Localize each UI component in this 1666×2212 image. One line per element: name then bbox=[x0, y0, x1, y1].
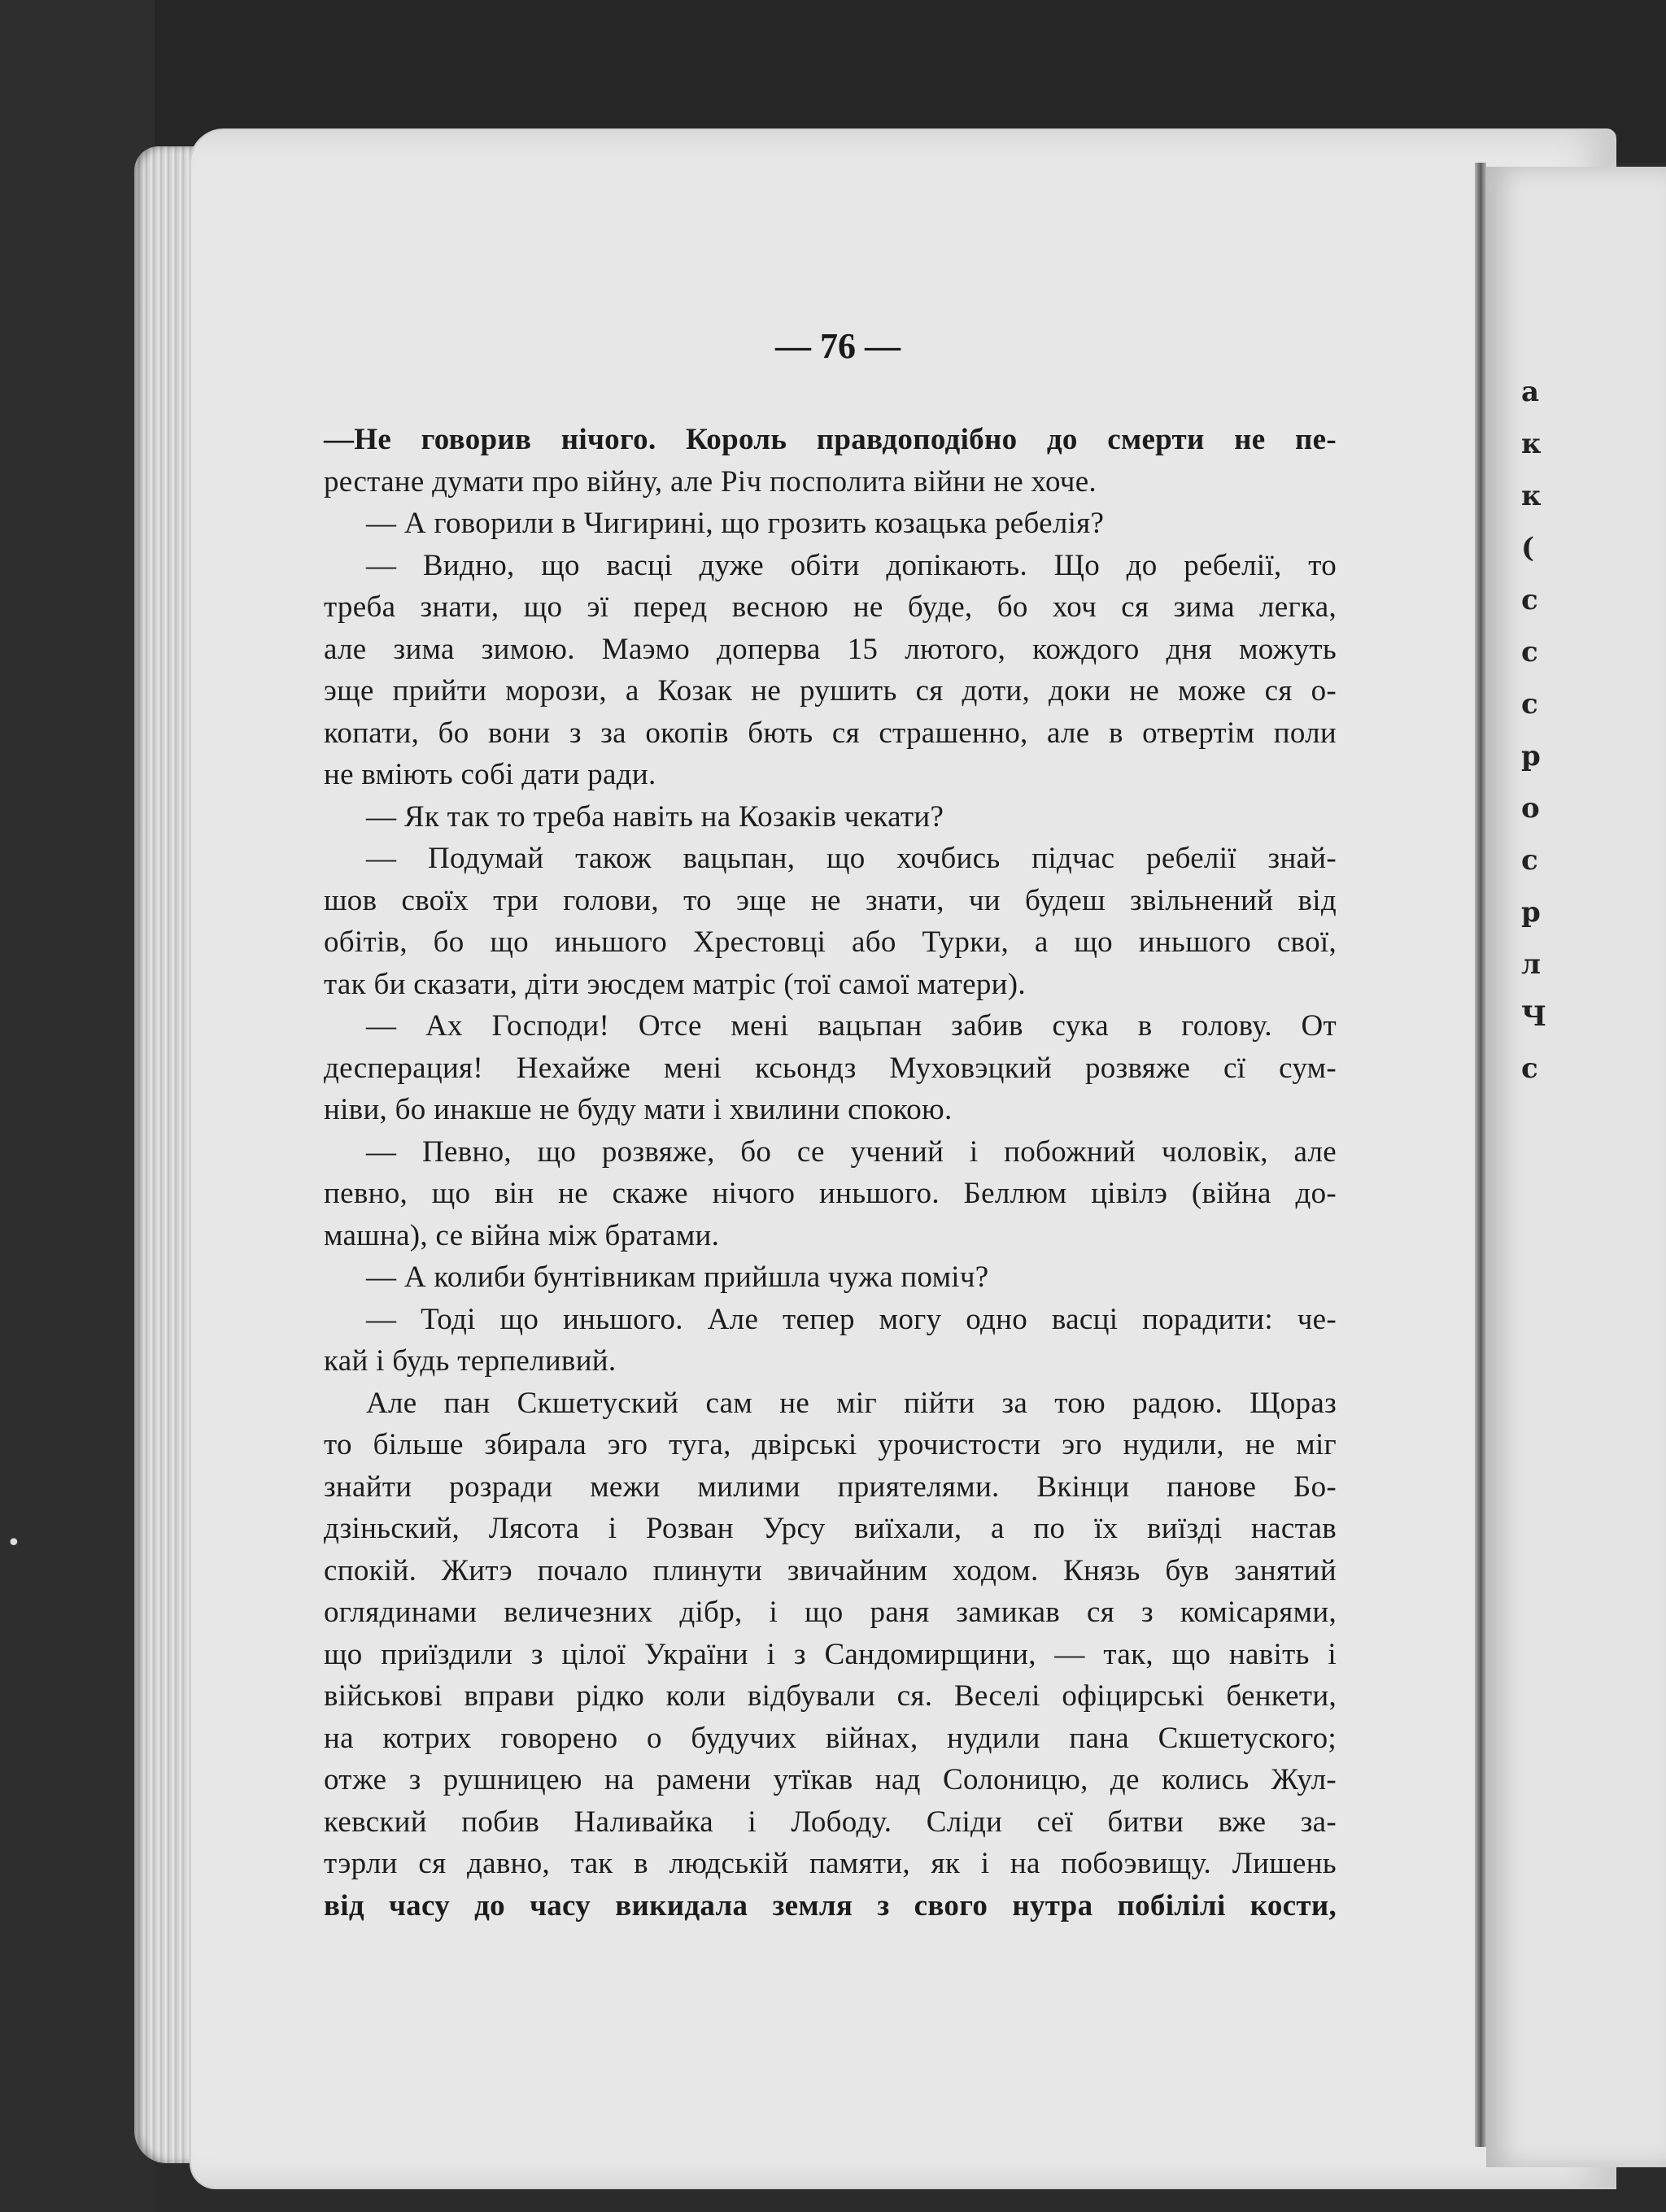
text-line: рестане думати про війну, але Річ посполита війни не хоче. bbox=[324, 464, 1097, 499]
text-line: оглядинами величезних дібр, і що раня замикав ся з комісарями, bbox=[324, 1596, 1337, 1629]
text-line: дзіньский, Лясота і Розван Урсу виїхали, а по їх виїзді настав bbox=[324, 1512, 1337, 1545]
text-line: не вміють собі дати ради. bbox=[324, 758, 656, 791]
backdrop-left bbox=[0, 0, 155, 2212]
book-gutter bbox=[1475, 163, 1486, 2147]
text-line: — Подумай також вацьпан, що хочбись підчас ребелії знай- bbox=[366, 842, 1337, 875]
text-line: так би сказати, діти эюсдем матріс (тої самої матери). bbox=[324, 967, 1026, 1001]
text-line: — Тоді що иньшого. Але тепер могу одно васці порадити: че- bbox=[366, 1302, 1337, 1336]
text-line: що приїздили з цілої України і з Сандомирщини, — так, що навіть і bbox=[324, 1637, 1337, 1671]
scan-speck: • bbox=[7, 1529, 21, 1557]
text-line: машна), се війна між братами. bbox=[324, 1218, 720, 1252]
text-line: від часу до часу викидала земля з свого нутра побілілі кости, bbox=[324, 1888, 1337, 1922]
edge-letter: р bbox=[1521, 740, 1541, 773]
edge-letter: л bbox=[1521, 948, 1541, 981]
right-page-edge-letters bbox=[1521, 366, 1547, 1095]
edge-letter: о bbox=[1521, 792, 1540, 825]
page-number: — 76 — bbox=[775, 326, 901, 366]
edge-letter: с bbox=[1521, 1052, 1538, 1085]
text-line: — А колиби бунтівникам прийшла чужа поміч? bbox=[366, 1261, 989, 1294]
text-line: тэрли ся давно, так в людській памяти, як і на побоэвищу. Лишень bbox=[324, 1847, 1337, 1880]
text-line: копати, бо вони з за окопів бють ся страшенно, але в отвертім поли bbox=[324, 716, 1337, 750]
edge-letter: а bbox=[1521, 376, 1540, 408]
text-line: шов своїх три голови, то эще не знати, чи будеш звільнений від bbox=[324, 883, 1337, 917]
text-line: —Не говорив нічого. Король правдоподібно до смерти не пе- bbox=[324, 423, 1337, 456]
text-line: обітів, бо що иньшого Хрестовці або Турки, а що иньшого свої, bbox=[324, 925, 1337, 959]
text-line: — А говорили в Чигирині, що грозить козацька ребелія? bbox=[366, 507, 1105, 540]
text-line: військові вправи рідко коли відбували ся. Веселі офіцирські бенкети, bbox=[324, 1679, 1337, 1713]
edge-letter: ( bbox=[1521, 532, 1535, 564]
text-line: знайти розради межи милими приятелями. Вкінци панове Бо- bbox=[324, 1470, 1337, 1504]
edge-letter: к bbox=[1521, 480, 1542, 512]
text-line: треба знати, що эї перед весною не буде, бо хоч ся зима легка, bbox=[324, 590, 1337, 624]
edge-letter: с bbox=[1521, 844, 1538, 877]
text-line: — Певно, що розвяже, бо се учений і побожний чоловік, але bbox=[366, 1134, 1337, 1169]
edge-letter: с bbox=[1521, 636, 1538, 668]
text-line: ніви, бо инакше не буду мати і хвилини спокою. bbox=[324, 1093, 953, 1126]
text-line: Але пан Скшетуский сам не міг пійти за тою радою. Щораз bbox=[366, 1386, 1337, 1420]
text-line: — Як так то треба навіть на Козаків чекати? bbox=[366, 799, 944, 834]
text-line: кевский побив Наливайка і Лободу. Сліди сеї битви вже за- bbox=[324, 1805, 1337, 1839]
text-line: — Ах Господи! Отсе мені вацьпан забив сука в голову. От bbox=[366, 1009, 1337, 1043]
edge-letter: с bbox=[1521, 688, 1538, 721]
text-line: на котрих говорено о будучих війнах, нудили пана Скшетуского; bbox=[324, 1721, 1337, 1755]
text-line: спокій. Житэ почало плинути звичайним ходом. Князь був занятий bbox=[324, 1553, 1337, 1587]
edge-letter: Ч bbox=[1521, 1000, 1547, 1033]
text-line: певно, що він не скаже нічого иньшого. Беллюм цівілэ (війна до- bbox=[324, 1177, 1337, 1210]
text-line: але зима зимою. Маэмо доперва 15 лютого, кождого дня можуть bbox=[324, 632, 1337, 666]
text-line: — Видно, що васці дуже обіти допікають. Що до ребелії, то bbox=[366, 548, 1337, 582]
text-line: эще прийти морози, а Козак не рушить ся доти, доки не може ся о- bbox=[324, 674, 1337, 708]
text-line: кай і будь терпеливий. bbox=[324, 1344, 617, 1378]
text-line: отже з рушницею на рамени утїкав над Солоницю, де колись Жул- bbox=[324, 1763, 1337, 1796]
page-text bbox=[324, 419, 1337, 1927]
edge-letter: р bbox=[1521, 896, 1541, 929]
edge-letter: к bbox=[1521, 428, 1542, 460]
text-line: десперация! Нехайже мені ксьондз Муховэцкий розвяже сї сум- bbox=[324, 1051, 1337, 1085]
edge-letter: с bbox=[1521, 584, 1538, 616]
text-line: то більше збирала эго туга, двірські урочистости эго нудили, не міг bbox=[324, 1428, 1337, 1461]
right-page bbox=[1486, 167, 1666, 2167]
